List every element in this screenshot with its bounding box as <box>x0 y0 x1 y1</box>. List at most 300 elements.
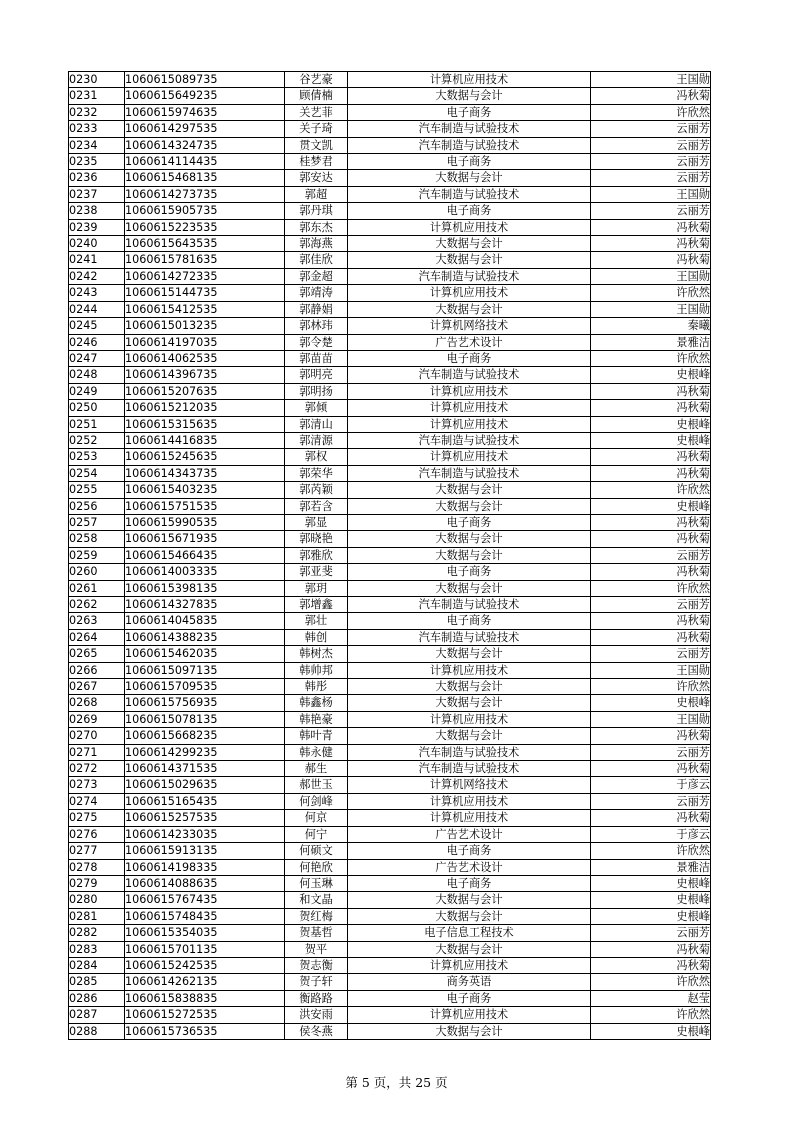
major-cell: 广告艺术设计 <box>348 826 591 842</box>
table-row <box>69 843 711 859</box>
student-id-cell: 1060614198335 <box>125 859 285 875</box>
name-cell: 贯文凯 <box>285 137 348 153</box>
student-id-cell: 1060615838835 <box>125 990 285 1006</box>
major-cell: 大数据与会计 <box>348 236 591 252</box>
teacher-cell: 于彦云 <box>591 826 711 842</box>
seq-cell: 0259 <box>69 547 125 563</box>
name-cell: 郭靖涛 <box>285 285 348 301</box>
major-cell: 广告艺术设计 <box>348 334 591 350</box>
table-row <box>69 301 711 317</box>
seq-cell: 0285 <box>69 974 125 990</box>
student-id-cell: 1060614416835 <box>125 432 285 448</box>
student-id-cell: 1060615242535 <box>125 957 285 973</box>
table-row <box>69 318 711 334</box>
seq-cell: 0263 <box>69 613 125 629</box>
teacher-cell: 冯秋菊 <box>591 252 711 268</box>
major-cell: 汽车制造与试验技术 <box>348 367 591 383</box>
major-cell: 计算机应用技术 <box>348 810 591 826</box>
seq-cell: 0242 <box>69 268 125 284</box>
student-id-cell: 1060614233035 <box>125 826 285 842</box>
student-id-cell: 1060615144735 <box>125 285 285 301</box>
name-cell: 和文晶 <box>285 892 348 908</box>
major-cell: 电子信息工程技术 <box>348 925 591 941</box>
name-cell: 郭晓艳 <box>285 531 348 547</box>
student-id-cell: 1060615354035 <box>125 925 285 941</box>
student-id-cell: 1060615468135 <box>125 170 285 186</box>
teacher-cell: 王国勋 <box>591 186 711 202</box>
teacher-cell: 云丽芳 <box>591 547 711 563</box>
seq-cell: 0239 <box>69 219 125 235</box>
name-cell: 郭明扬 <box>285 383 348 399</box>
major-cell: 大数据与会计 <box>348 892 591 908</box>
name-cell: 郝世玉 <box>285 777 348 793</box>
student-id-cell: 1060615671935 <box>125 531 285 547</box>
student-id-cell: 1060615709535 <box>125 679 285 695</box>
table-row <box>69 137 711 153</box>
teacher-cell: 冯秋菊 <box>591 88 711 104</box>
teacher-cell: 王国勋 <box>591 72 711 88</box>
name-cell: 顾倩楠 <box>285 88 348 104</box>
name-cell: 何玉琳 <box>285 875 348 891</box>
major-cell: 计算机应用技术 <box>348 400 591 416</box>
student-id-cell: 1060614273735 <box>125 186 285 202</box>
seq-cell: 0283 <box>69 941 125 957</box>
name-cell: 何京 <box>285 810 348 826</box>
name-cell: 郭明亮 <box>285 367 348 383</box>
seq-cell: 0231 <box>69 88 125 104</box>
teacher-cell: 云丽芳 <box>591 137 711 153</box>
seq-cell: 0260 <box>69 564 125 580</box>
name-cell: 贺志衡 <box>285 957 348 973</box>
teacher-cell: 冯秋菊 <box>591 761 711 777</box>
student-id-cell: 1060615272535 <box>125 1007 285 1023</box>
seq-cell: 0262 <box>69 597 125 613</box>
major-cell: 大数据与会计 <box>348 531 591 547</box>
seq-cell: 0267 <box>69 679 125 695</box>
name-cell: 郭佳欣 <box>285 252 348 268</box>
table-row <box>69 793 711 809</box>
table-row <box>69 236 711 252</box>
name-cell: 贺子轩 <box>285 974 348 990</box>
teacher-cell: 冯秋菊 <box>591 383 711 399</box>
seq-cell: 0233 <box>69 121 125 137</box>
table-row <box>69 350 711 366</box>
major-cell: 计算机应用技术 <box>348 219 591 235</box>
table-row <box>69 826 711 842</box>
student-id-cell: 1060614371535 <box>125 761 285 777</box>
teacher-cell: 冯秋菊 <box>591 465 711 481</box>
student-id-cell: 1060615643535 <box>125 236 285 252</box>
name-cell: 韩彤 <box>285 679 348 695</box>
major-cell: 电子商务 <box>348 843 591 859</box>
seq-cell: 0257 <box>69 514 125 530</box>
seq-cell: 0235 <box>69 154 125 170</box>
table-row <box>69 400 711 416</box>
name-cell: 贺红梅 <box>285 908 348 924</box>
name-cell: 韩创 <box>285 629 348 645</box>
teacher-cell: 冯秋菊 <box>591 613 711 629</box>
table-row <box>69 859 711 875</box>
seq-cell: 0265 <box>69 646 125 662</box>
major-cell: 大数据与会计 <box>348 252 591 268</box>
seq-cell: 0230 <box>69 72 125 88</box>
name-cell: 郭清源 <box>285 432 348 448</box>
table-row <box>69 957 711 973</box>
major-cell: 电子商务 <box>348 514 591 530</box>
student-id-cell: 1060615398135 <box>125 580 285 596</box>
major-cell: 大数据与会计 <box>348 908 591 924</box>
roster-table-body <box>69 72 711 1040</box>
major-cell: 计算机应用技术 <box>348 449 591 465</box>
name-cell: 关子琦 <box>285 121 348 137</box>
table-row <box>69 531 711 547</box>
name-cell: 郭玥 <box>285 580 348 596</box>
major-cell: 汽车制造与试验技术 <box>348 186 591 202</box>
table-row <box>69 1007 711 1023</box>
student-id-cell: 1060615207635 <box>125 383 285 399</box>
teacher-cell: 许欣然 <box>591 1007 711 1023</box>
teacher-cell: 史根峰 <box>591 908 711 924</box>
teacher-cell: 史根峰 <box>591 367 711 383</box>
table-row <box>69 252 711 268</box>
table-row <box>69 810 711 826</box>
teacher-cell: 许欣然 <box>591 482 711 498</box>
teacher-cell: 史根峰 <box>591 695 711 711</box>
table-row <box>69 941 711 957</box>
major-cell: 计算机应用技术 <box>348 662 591 678</box>
seq-cell: 0278 <box>69 859 125 875</box>
teacher-cell: 许欣然 <box>591 285 711 301</box>
major-cell: 计算机应用技术 <box>348 711 591 727</box>
name-cell: 郭丹琪 <box>285 203 348 219</box>
teacher-cell: 王国勋 <box>591 301 711 317</box>
name-cell: 贺平 <box>285 941 348 957</box>
student-id-cell: 1060614262135 <box>125 974 285 990</box>
name-cell: 洪安雨 <box>285 1007 348 1023</box>
student-id-cell: 1060615245635 <box>125 449 285 465</box>
table-row <box>69 580 711 596</box>
seq-cell: 0268 <box>69 695 125 711</box>
teacher-cell: 王国勋 <box>591 268 711 284</box>
major-cell: 大数据与会计 <box>348 580 591 596</box>
teacher-cell: 云丽芳 <box>591 597 711 613</box>
name-cell: 关艺菲 <box>285 104 348 120</box>
major-cell: 计算机网络技术 <box>348 777 591 793</box>
table-row <box>69 416 711 432</box>
table-row <box>69 564 711 580</box>
name-cell: 韩树杰 <box>285 646 348 662</box>
seq-cell: 0269 <box>69 711 125 727</box>
student-id-cell: 1060615089735 <box>125 72 285 88</box>
table-row <box>69 334 711 350</box>
major-cell: 大数据与会计 <box>348 88 591 104</box>
teacher-cell: 冯秋菊 <box>591 531 711 547</box>
seq-cell: 0286 <box>69 990 125 1006</box>
teacher-cell: 云丽芳 <box>591 925 711 941</box>
teacher-cell: 云丽芳 <box>591 154 711 170</box>
student-id-cell: 1060615013235 <box>125 318 285 334</box>
major-cell: 大数据与会计 <box>348 679 591 695</box>
teacher-cell: 赵莹 <box>591 990 711 1006</box>
table-row <box>69 990 711 1006</box>
table-row <box>69 974 711 990</box>
major-cell: 电子商务 <box>348 104 591 120</box>
major-cell: 汽车制造与试验技术 <box>348 121 591 137</box>
major-cell: 大数据与会计 <box>348 547 591 563</box>
major-cell: 大数据与会计 <box>348 498 591 514</box>
name-cell: 郭权 <box>285 449 348 465</box>
major-cell: 电子商务 <box>348 875 591 891</box>
name-cell: 韩永健 <box>285 744 348 760</box>
table-row <box>69 285 711 301</box>
name-cell: 韩艳豪 <box>285 711 348 727</box>
page-number-footer: 第 5 页，共 25 页 <box>345 1075 448 1090</box>
student-id-cell: 1060615748435 <box>125 908 285 924</box>
name-cell: 郭壮 <box>285 613 348 629</box>
seq-cell: 0238 <box>69 203 125 219</box>
seq-cell: 0255 <box>69 482 125 498</box>
roster-table <box>68 71 711 1040</box>
student-id-cell: 1060615736535 <box>125 1023 285 1039</box>
teacher-cell: 史根峰 <box>591 416 711 432</box>
seq-cell: 0271 <box>69 744 125 760</box>
student-id-cell: 1060614045835 <box>125 613 285 629</box>
major-cell: 计算机应用技术 <box>348 383 591 399</box>
table-row <box>69 432 711 448</box>
seq-cell: 0270 <box>69 728 125 744</box>
teacher-cell: 许欣然 <box>591 843 711 859</box>
table-row <box>69 367 711 383</box>
teacher-cell: 史根峰 <box>591 1023 711 1039</box>
teacher-cell: 云丽芳 <box>591 646 711 662</box>
table-row <box>69 121 711 137</box>
table-row <box>69 170 711 186</box>
name-cell: 韩鑫杨 <box>285 695 348 711</box>
table-row <box>69 1023 711 1039</box>
teacher-cell: 许欣然 <box>591 974 711 990</box>
seq-cell: 0248 <box>69 367 125 383</box>
seq-cell: 0246 <box>69 334 125 350</box>
name-cell: 韩叶青 <box>285 728 348 744</box>
major-cell: 汽车制造与试验技术 <box>348 597 591 613</box>
name-cell: 桂梦君 <box>285 154 348 170</box>
teacher-cell: 史根峰 <box>591 498 711 514</box>
student-id-cell: 1060614396735 <box>125 367 285 383</box>
name-cell: 郭芮颖 <box>285 482 348 498</box>
seq-cell: 0249 <box>69 383 125 399</box>
student-id-cell: 1060614299235 <box>125 744 285 760</box>
teacher-cell: 冯秋菊 <box>591 236 711 252</box>
table-row <box>69 744 711 760</box>
major-cell: 计算机网络技术 <box>348 318 591 334</box>
teacher-cell: 秦曦 <box>591 318 711 334</box>
student-id-cell: 1060614297535 <box>125 121 285 137</box>
name-cell: 贺基哲 <box>285 925 348 941</box>
table-row <box>69 186 711 202</box>
name-cell: 郭安达 <box>285 170 348 186</box>
seq-cell: 0264 <box>69 629 125 645</box>
name-cell: 郭超 <box>285 186 348 202</box>
teacher-cell: 王国勋 <box>591 662 711 678</box>
major-cell: 电子商务 <box>348 350 591 366</box>
teacher-cell: 云丽芳 <box>591 121 711 137</box>
student-id-cell: 1060614114435 <box>125 154 285 170</box>
seq-cell: 0256 <box>69 498 125 514</box>
table-row <box>69 88 711 104</box>
student-id-cell: 1060615990535 <box>125 514 285 530</box>
major-cell: 电子商务 <box>348 990 591 1006</box>
student-id-cell: 1060615212035 <box>125 400 285 416</box>
teacher-cell: 许欣然 <box>591 580 711 596</box>
major-cell: 大数据与会计 <box>348 482 591 498</box>
table-row <box>69 219 711 235</box>
name-cell: 郭东杰 <box>285 219 348 235</box>
student-id-cell: 1060615029635 <box>125 777 285 793</box>
major-cell: 大数据与会计 <box>348 646 591 662</box>
student-id-cell: 1060615165435 <box>125 793 285 809</box>
seq-cell: 0276 <box>69 826 125 842</box>
student-id-cell: 1060615767435 <box>125 892 285 908</box>
name-cell: 郭增鑫 <box>285 597 348 613</box>
teacher-cell: 冯秋菊 <box>591 514 711 530</box>
seq-cell: 0279 <box>69 875 125 891</box>
table-row <box>69 268 711 284</box>
teacher-cell: 于彦云 <box>591 777 711 793</box>
student-id-cell: 1060615905735 <box>125 203 285 219</box>
teacher-cell: 云丽芳 <box>591 203 711 219</box>
major-cell: 大数据与会计 <box>348 301 591 317</box>
teacher-cell: 史根峰 <box>591 432 711 448</box>
name-cell: 郭令楚 <box>285 334 348 350</box>
seq-cell: 0275 <box>69 810 125 826</box>
student-id-cell: 1060615412535 <box>125 301 285 317</box>
student-id-cell: 1060614272335 <box>125 268 285 284</box>
name-cell: 郭苗苗 <box>285 350 348 366</box>
teacher-cell: 景雅洁 <box>591 859 711 875</box>
table-row <box>69 482 711 498</box>
teacher-cell: 王国勋 <box>591 711 711 727</box>
name-cell: 郭荣华 <box>285 465 348 481</box>
seq-cell: 0252 <box>69 432 125 448</box>
name-cell: 侯冬燕 <box>285 1023 348 1039</box>
seq-cell: 0243 <box>69 285 125 301</box>
teacher-cell: 许欣然 <box>591 350 711 366</box>
teacher-cell: 冯秋菊 <box>591 449 711 465</box>
table-row <box>69 498 711 514</box>
seq-cell: 0254 <box>69 465 125 481</box>
table-row <box>69 777 711 793</box>
seq-cell: 0245 <box>69 318 125 334</box>
table-row <box>69 449 711 465</box>
teacher-cell: 云丽芳 <box>591 170 711 186</box>
name-cell: 郭倾 <box>285 400 348 416</box>
student-id-cell: 1060615701135 <box>125 941 285 957</box>
student-id-cell: 1060614003335 <box>125 564 285 580</box>
table-row <box>69 925 711 941</box>
name-cell: 郭静娟 <box>285 301 348 317</box>
major-cell: 汽车制造与试验技术 <box>348 465 591 481</box>
teacher-cell: 冯秋菊 <box>591 728 711 744</box>
teacher-cell: 冯秋菊 <box>591 219 711 235</box>
student-id-cell: 1060615781635 <box>125 252 285 268</box>
teacher-cell: 冯秋菊 <box>591 629 711 645</box>
table-row <box>69 662 711 678</box>
teacher-cell: 景雅洁 <box>591 334 711 350</box>
seq-cell: 0244 <box>69 301 125 317</box>
major-cell: 计算机应用技术 <box>348 72 591 88</box>
name-cell: 衡路路 <box>285 990 348 1006</box>
seq-cell: 0258 <box>69 531 125 547</box>
table-row <box>69 695 711 711</box>
student-id-cell: 1060614343735 <box>125 465 285 481</box>
seq-cell: 0240 <box>69 236 125 252</box>
student-id-cell: 1060614088635 <box>125 875 285 891</box>
seq-cell: 0237 <box>69 186 125 202</box>
major-cell: 汽车制造与试验技术 <box>348 432 591 448</box>
student-id-cell: 1060615466435 <box>125 547 285 563</box>
teacher-cell: 史根峰 <box>591 875 711 891</box>
name-cell: 韩帅邦 <box>285 662 348 678</box>
teacher-cell: 冯秋菊 <box>591 810 711 826</box>
seq-cell: 0250 <box>69 400 125 416</box>
major-cell: 大数据与会计 <box>348 170 591 186</box>
major-cell: 大数据与会计 <box>348 728 591 744</box>
table-row <box>69 679 711 695</box>
major-cell: 汽车制造与试验技术 <box>348 744 591 760</box>
seq-cell: 0282 <box>69 925 125 941</box>
name-cell: 郭亚斐 <box>285 564 348 580</box>
name-cell: 郭显 <box>285 514 348 530</box>
name-cell: 何硕文 <box>285 843 348 859</box>
table-row <box>69 465 711 481</box>
teacher-cell: 冯秋菊 <box>591 564 711 580</box>
table-row <box>69 613 711 629</box>
name-cell: 何艳欣 <box>285 859 348 875</box>
student-id-cell: 1060614197035 <box>125 334 285 350</box>
teacher-cell: 史根峰 <box>591 892 711 908</box>
major-cell: 汽车制造与试验技术 <box>348 629 591 645</box>
name-cell: 郭清山 <box>285 416 348 432</box>
name-cell: 何宁 <box>285 826 348 842</box>
major-cell: 计算机应用技术 <box>348 285 591 301</box>
student-id-cell: 1060615913135 <box>125 843 285 859</box>
name-cell: 郭林玮 <box>285 318 348 334</box>
name-cell: 谷艺豪 <box>285 72 348 88</box>
name-cell: 郭若含 <box>285 498 348 514</box>
seq-cell: 0236 <box>69 170 125 186</box>
seq-cell: 0234 <box>69 137 125 153</box>
major-cell: 汽车制造与试验技术 <box>348 137 591 153</box>
seq-cell: 0288 <box>69 1023 125 1039</box>
table-row <box>69 514 711 530</box>
seq-cell: 0232 <box>69 104 125 120</box>
student-id-cell: 1060615649235 <box>125 88 285 104</box>
teacher-cell: 许欣然 <box>591 104 711 120</box>
major-cell: 汽车制造与试验技术 <box>348 761 591 777</box>
student-id-cell: 1060615756935 <box>125 695 285 711</box>
table-row <box>69 597 711 613</box>
table-row <box>69 154 711 170</box>
table-row <box>69 104 711 120</box>
seq-cell: 0272 <box>69 761 125 777</box>
seq-cell: 0241 <box>69 252 125 268</box>
seq-cell: 0277 <box>69 843 125 859</box>
major-cell: 计算机应用技术 <box>348 416 591 432</box>
major-cell: 大数据与会计 <box>348 941 591 957</box>
table-row <box>69 203 711 219</box>
table-row <box>69 711 711 727</box>
table-row <box>69 728 711 744</box>
